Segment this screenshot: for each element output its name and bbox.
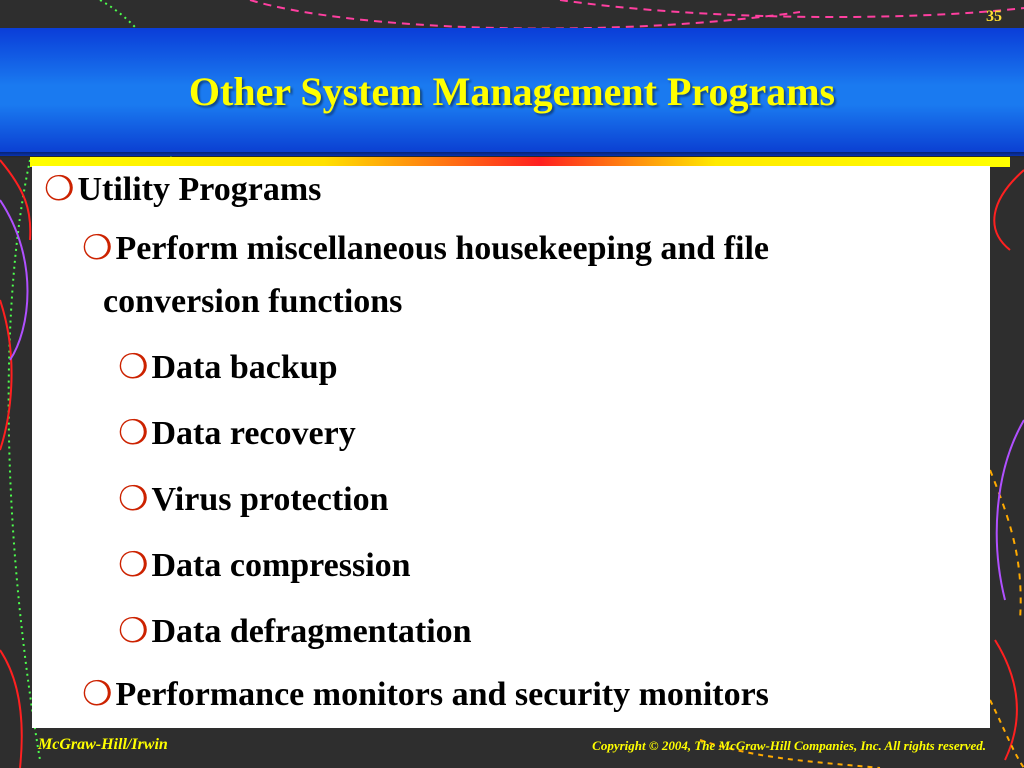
bullet-text: Data recovery bbox=[151, 415, 356, 452]
bullet-text: Virus protection bbox=[151, 481, 389, 518]
bullet-data-backup bbox=[118, 344, 338, 392]
bullet-housekeeping-continued: conversion functions bbox=[103, 283, 403, 320]
bullet-icon: ❍ bbox=[82, 676, 113, 713]
slide-content bbox=[32, 166, 990, 728]
bullet-icon: ❍ bbox=[118, 547, 149, 584]
bullet-icon: ❍ bbox=[118, 613, 149, 650]
bullet-text: Data defragmentation bbox=[151, 613, 472, 650]
bullet-text: Data backup bbox=[151, 349, 338, 386]
slide-number: 35 bbox=[986, 8, 1002, 25]
bullet-icon: ❍ bbox=[118, 349, 149, 386]
footer-publisher: McGraw-Hill/Irwin bbox=[38, 736, 168, 753]
bullet-text: Data compression bbox=[151, 547, 411, 584]
bullet-icon: ❍ bbox=[118, 415, 149, 452]
bullet-housekeeping bbox=[82, 225, 982, 273]
bullet-icon: ❍ bbox=[82, 230, 113, 267]
bullet-performance-monitors bbox=[82, 671, 982, 719]
bullet-virus-protection bbox=[118, 476, 389, 524]
footer-copyright: Copyright © 2004, The McGraw-Hill Companies, Inc. All rights reserved. bbox=[592, 738, 986, 753]
bullet-icon: ❍ bbox=[44, 171, 75, 208]
bullet-text: Utility Programs bbox=[77, 171, 322, 208]
bullet-data-defragmentation bbox=[118, 608, 472, 656]
bullet-data-compression bbox=[118, 542, 411, 590]
bullet-utility-programs bbox=[44, 166, 321, 214]
bullet-text: Perform miscellaneous housekeeping and file bbox=[115, 230, 770, 267]
slide-title: Other System Management Programs bbox=[188, 69, 836, 114]
bullet-text: Performance monitors and security monitors bbox=[115, 676, 769, 713]
bullet-data-recovery bbox=[118, 410, 356, 458]
bullet-icon: ❍ bbox=[118, 481, 149, 518]
